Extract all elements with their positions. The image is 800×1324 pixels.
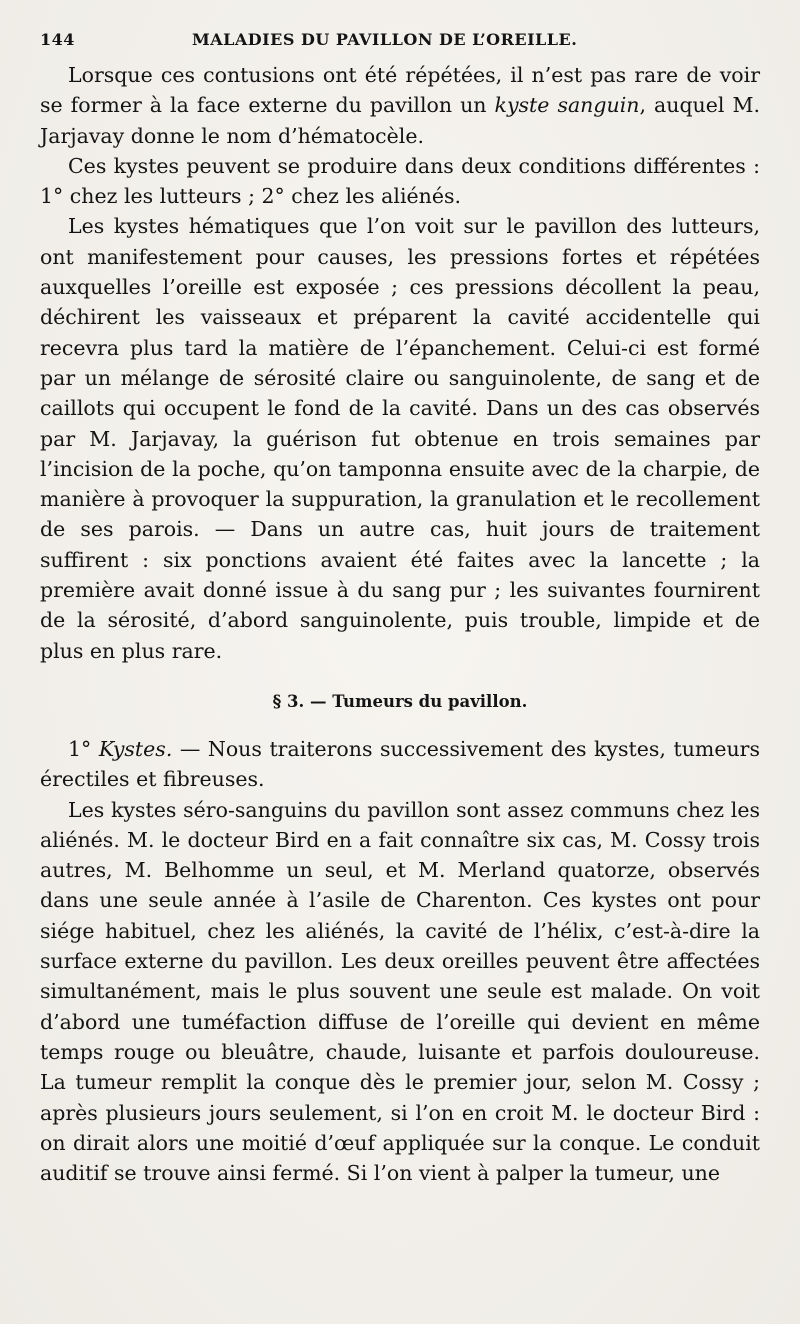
italic-term: Kystes. [98,736,173,761]
paragraph-kystes-intro [40,734,760,795]
paragraph-text: Lorsque ces contusions ont été répétées, il n’est pas rare de voir se former à la face externe du pavillon un [40,63,760,118]
body-text [40,60,760,1188]
paragraph-conditions: Ces kystes peuvent se produire dans deux conditions différentes : 1° chez les lutteurs ; 2° chez les aliénés. [40,153,760,209]
paragraph-text: , auquel M. Jarjavay donne le nom d’hématocèle. [40,93,760,148]
running-title: MALADIES DU PAVILLON DE L’OREILLE. [192,30,578,49]
paragraph-text: — Nous traiterons successivement des kystes, tumeurs érectiles et fibreuses. [40,736,760,792]
page-number: 144 [40,30,75,49]
italic-term: kyste sanguin [494,93,640,118]
paragraph-alienes: Les kystes séro-sanguins du pavillon sont assez communs chez les aliénés. M. le docteur Bird en a fait connaître six cas, M. Cossy trois autres, M. Belhomme un seul, et M. Merland quatorze, observés dans une seule année à l’asile de Charenton. Ces kystes ont pour siége habituel, chez les aliénés, la cavité de l’hélix, c’est-à-dire la surface externe du pavillon. Les deux oreilles peuvent être affectées simultanément, mais le plus souvent une seule est malade. On voit d’abord une tuméfaction diffuse de l’oreille qui devient en même temps rouge ou bleuâtre, chaude, luisante et parfois douloureuse. La tumeur remplit la conque dès le premier jour, selon M. Cossy ; après plusieurs jours seulement, si l’on en croit M. le docteur Bird : on dirait alors une moitié d’œuf appliquée sur la conque. Le conduit auditif se trouve ainsi fermé. Si l’on vient à palper la tumeur, une [40,797,760,1186]
paragraph-hematocele [40,60,760,151]
paragraph-lutteurs: Les kystes hématiques que l’on voit sur le pavillon des lutteurs, ont manifestement pour causes, les pressions fortes et répétées auxquelles l’oreille est exposée ; ces pressions décollent la peau, déchirent les vaisseaux et préparent la cavité accidentelle qui recevra plus tard la matière de l’épanchement. Celui-ci est formé par un mélange de sérosité claire ou sanguinolente, de sang et de caillots qui occupent le fond de la cavité. Dans un des cas observés par M. Jarjavay, la guérison fut obtenue en trois semaines par l’incision de la poche, qu’on tamponna ensuite avec de la charpie, de manière à provoquer la suppuration, la granulation et le recollement de ses parois. — Dans un autre cas, huit jours de traitement suffirent : six ponctions avaient été faites avec la lancette ; la première avait donné issue à du sang pur ; les suivantes fournirent de la sérosité, d’abord sanguinolente, puis trouble, limpide et de plus en plus rare. [40,214,760,663]
running-head [40,30,760,60]
paragraph-text: 1° [68,736,99,761]
section-heading: § 3. — Tumeurs du pavillon. [272,691,528,711]
